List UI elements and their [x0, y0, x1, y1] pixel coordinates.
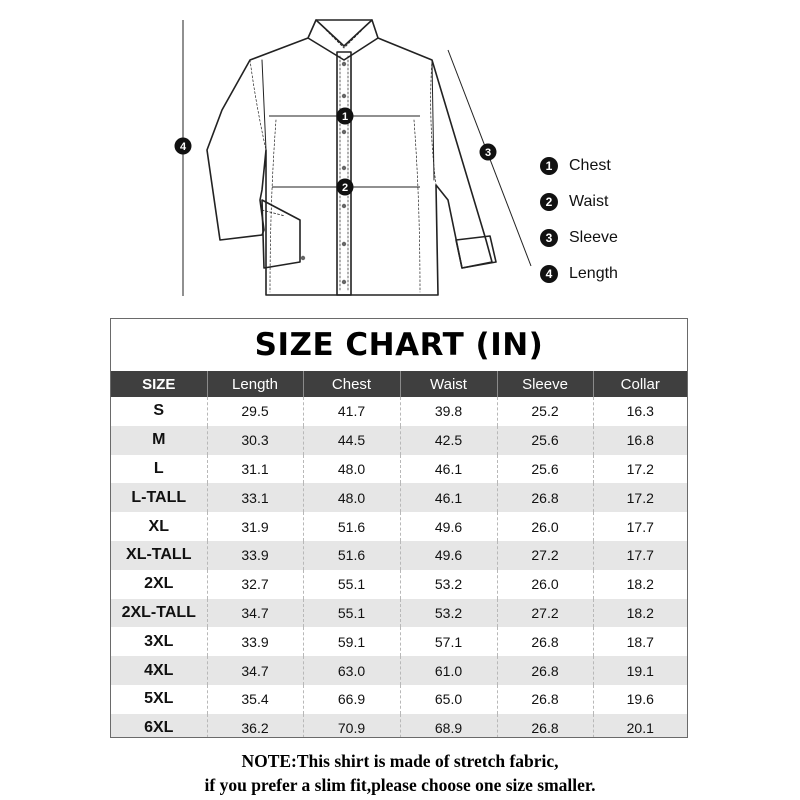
table-cell: 19.6 — [593, 685, 687, 714]
table-cell: 30.3 — [207, 426, 303, 455]
table-cell: 41.7 — [303, 397, 400, 426]
legend-label: Length — [569, 265, 618, 282]
table-row — [111, 656, 687, 685]
table-cell: 29.5 — [207, 397, 303, 426]
table-cell: 34.7 — [207, 599, 303, 628]
table-cell: 61.0 — [400, 656, 497, 685]
column-header-collar: Collar — [593, 371, 687, 397]
table-cell: 57.1 — [400, 627, 497, 656]
table-row — [111, 599, 687, 628]
table-cell: 36.2 — [207, 714, 303, 738]
column-header-sleeve: Sleeve — [497, 371, 593, 397]
table-cell: 66.9 — [303, 685, 400, 714]
table-cell: 25.6 — [497, 455, 593, 484]
table-cell: 33.9 — [207, 627, 303, 656]
table-row — [111, 397, 687, 426]
table-row — [111, 483, 687, 512]
table-cell: 51.6 — [303, 512, 400, 541]
table-cell: 18.2 — [593, 570, 687, 599]
measurement-legend — [540, 148, 740, 292]
table-row — [111, 541, 687, 570]
table-cell: 20.1 — [593, 714, 687, 738]
table-cell: 26.0 — [497, 512, 593, 541]
table-cell: 48.0 — [303, 455, 400, 484]
table-cell: 32.7 — [207, 570, 303, 599]
table-cell: 17.2 — [593, 455, 687, 484]
table-cell: 17.7 — [593, 541, 687, 570]
size-chart — [110, 318, 688, 738]
table-row — [111, 570, 687, 599]
table-cell: 51.6 — [303, 541, 400, 570]
table-cell: 46.1 — [400, 455, 497, 484]
legend-label: Sleeve — [569, 229, 618, 246]
table-cell: 18.2 — [593, 599, 687, 628]
size-label-cell: XL-TALL — [126, 546, 192, 564]
table-cell: 25.2 — [497, 397, 593, 426]
size-label-cell: S — [153, 402, 165, 420]
size-label-cell: 5XL — [144, 690, 174, 708]
table-cell: 26.0 — [497, 570, 593, 599]
column-header-size: SIZE — [111, 371, 207, 397]
table-cell: 55.1 — [303, 570, 400, 599]
size-label-cell: 2XL-TALL — [121, 603, 196, 621]
table-row — [111, 685, 687, 714]
legend-item-sleeve — [540, 220, 740, 256]
table-cell: 17.2 — [593, 483, 687, 512]
size-label-cell: 2XL — [144, 575, 174, 593]
table-row — [111, 714, 687, 738]
table-cell: 46.1 — [400, 483, 497, 512]
table-cell: 70.9 — [303, 714, 400, 738]
table-cell: 27.2 — [497, 541, 593, 570]
table-cell: 19.1 — [593, 656, 687, 685]
column-header-waist: Waist — [400, 371, 497, 397]
table-cell: 26.8 — [497, 685, 593, 714]
size-label-cell: XL — [148, 517, 169, 535]
length-marker-number: 4 — [179, 141, 187, 153]
table-cell: 63.0 — [303, 656, 400, 685]
legend-number: 3 — [540, 229, 558, 247]
legend-number: 1 — [540, 157, 558, 175]
waist-marker-number: 2 — [341, 182, 349, 194]
size-label-cell: 4XL — [144, 661, 174, 679]
legend-label: Chest — [569, 157, 611, 174]
table-cell: 18.7 — [593, 627, 687, 656]
table-cell: 48.0 — [303, 483, 400, 512]
legend-item-waist — [540, 184, 740, 220]
legend-number: 2 — [540, 193, 558, 211]
table-cell: 55.1 — [303, 599, 400, 628]
table-cell: 26.8 — [497, 656, 593, 685]
table-row — [111, 455, 687, 484]
note-line-1: NOTE:This shirt is made of stretch fabric, — [241, 751, 559, 771]
shirt-body-outline — [207, 20, 492, 295]
size-label-cell: 6XL — [144, 719, 174, 737]
table-cell: 31.1 — [207, 455, 303, 484]
size-chart-title: SIZE CHART (IN) — [254, 327, 544, 363]
collar-outline — [316, 20, 372, 46]
table-cell: 33.9 — [207, 541, 303, 570]
table-cell: 26.8 — [497, 714, 593, 738]
legend-item-length — [540, 256, 740, 292]
column-header-chest: Chest — [303, 371, 400, 397]
table-row — [111, 426, 687, 455]
size-label-cell: L — [153, 459, 164, 477]
table-cell: 39.8 — [400, 397, 497, 426]
table-cell: 33.1 — [207, 483, 303, 512]
table-cell: 25.6 — [497, 426, 593, 455]
legend-item-chest — [540, 148, 740, 184]
table-cell: 16.8 — [593, 426, 687, 455]
table-cell: 16.3 — [593, 397, 687, 426]
table-cell: 49.6 — [400, 512, 497, 541]
table-cell: 27.2 — [497, 599, 593, 628]
table-cell: 53.2 — [400, 599, 497, 628]
table-cell: 68.9 — [400, 714, 497, 738]
size-label-cell: L-TALL — [131, 488, 187, 506]
table-cell: 65.0 — [400, 685, 497, 714]
fit-note — [0, 749, 800, 797]
table-row — [111, 512, 687, 541]
table-cell: 26.8 — [497, 483, 593, 512]
table-cell: 53.2 — [400, 570, 497, 599]
table-cell: 31.9 — [207, 512, 303, 541]
table-cell: 44.5 — [303, 426, 400, 455]
table-body — [111, 397, 687, 738]
sleeve-marker-number: 3 — [484, 147, 492, 159]
size-label-cell: M — [152, 431, 166, 449]
legend-label: Waist — [569, 193, 609, 210]
table-header-row — [111, 371, 687, 397]
chest-marker-number: 1 — [341, 111, 349, 123]
size-table — [111, 371, 687, 738]
table-cell: 34.7 — [207, 656, 303, 685]
legend-number: 4 — [540, 265, 558, 283]
table-cell: 26.8 — [497, 627, 593, 656]
column-header-length: Length — [207, 371, 303, 397]
table-row — [111, 627, 687, 656]
table-cell: 49.6 — [400, 541, 497, 570]
table-cell: 35.4 — [207, 685, 303, 714]
note-line-2: if you prefer a slim fit,please choose one size smaller. — [204, 775, 596, 795]
table-cell: 17.7 — [593, 512, 687, 541]
table-cell: 59.1 — [303, 627, 400, 656]
size-label-cell: 3XL — [144, 632, 174, 650]
table-cell: 42.5 — [400, 426, 497, 455]
